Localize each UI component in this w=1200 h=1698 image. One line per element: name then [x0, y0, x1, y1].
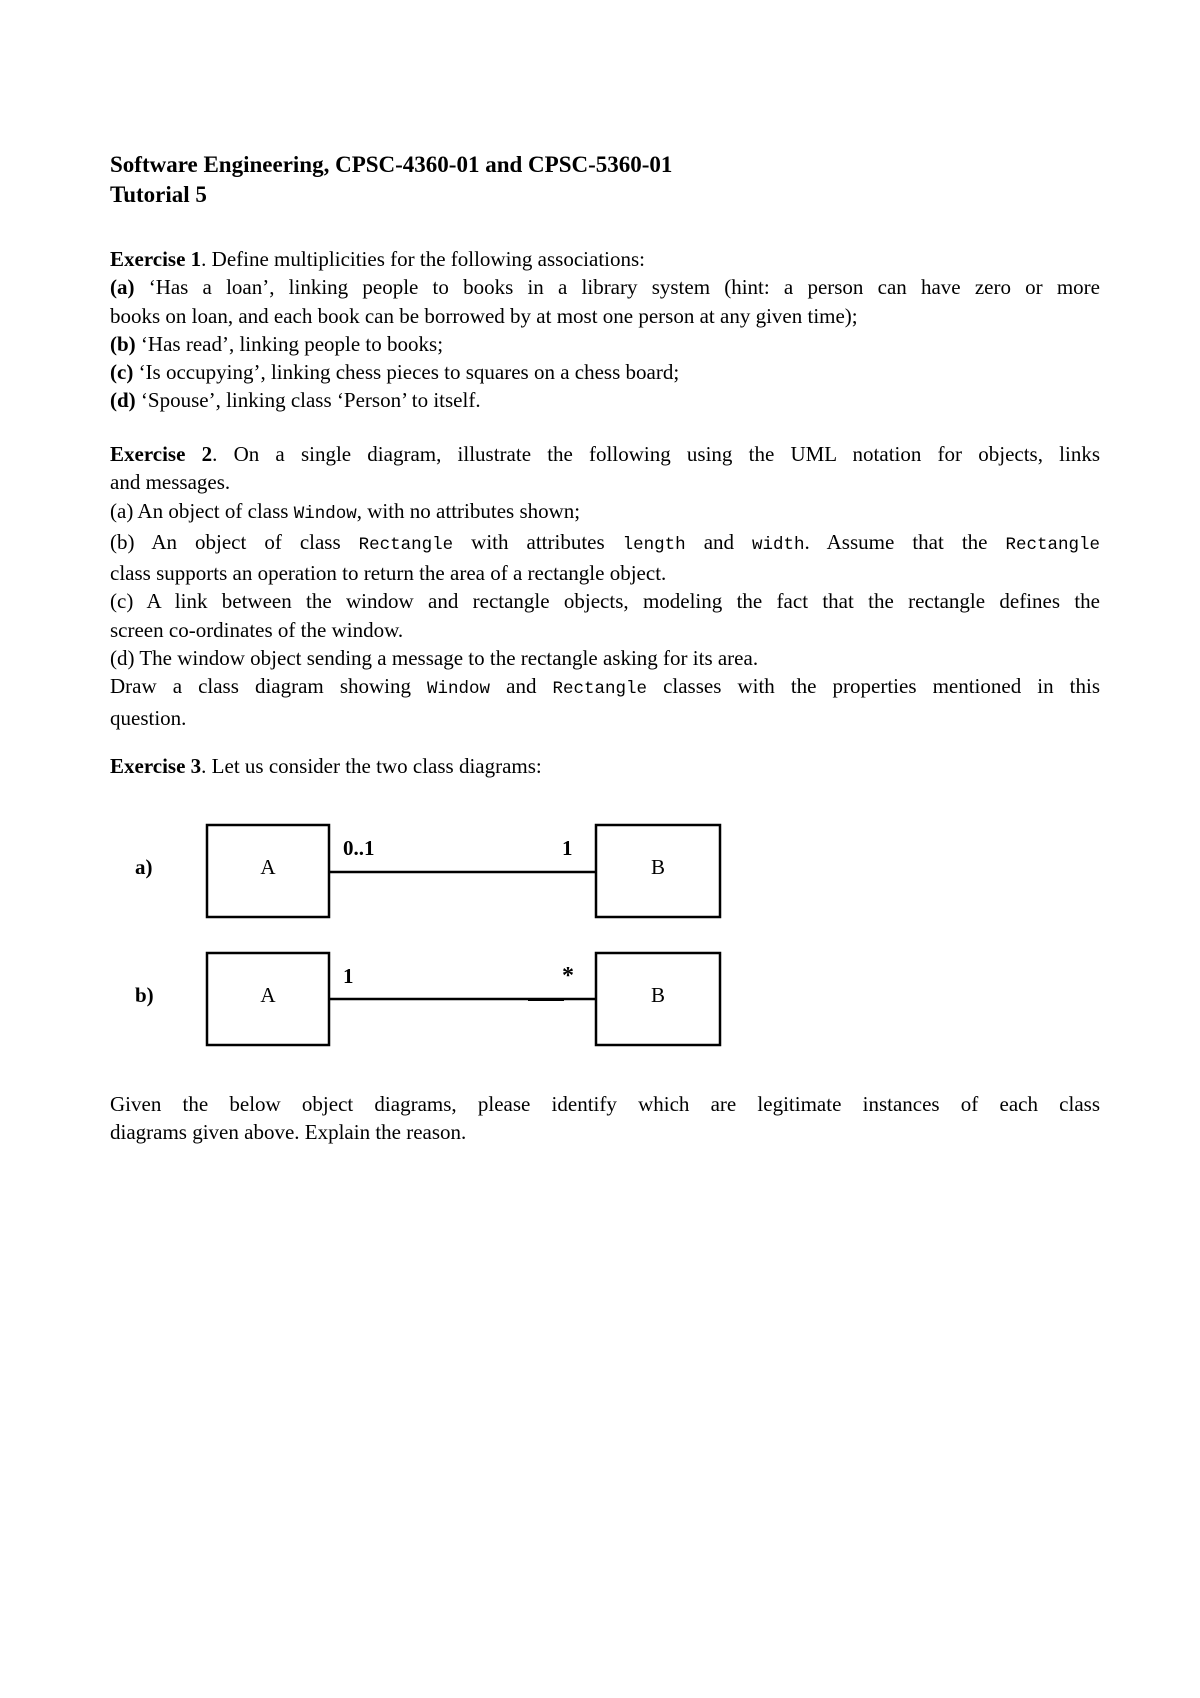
diagram-a-class-b-name: B	[650, 855, 666, 879]
diagram-b-right-multiplicity: *	[562, 963, 574, 989]
class-diagram-a	[135, 825, 720, 917]
diagram-a-right-multiplicity: 1	[562, 836, 573, 860]
document-title: Software Engineering, CPSC-4360-01 and CPSC-5360-01	[110, 152, 673, 177]
exercise-2-final: Draw a class diagram showing Window and Rectangle classes with the properties mentioned in this	[110, 674, 1100, 700]
document-subtitle: Tutorial 5	[110, 182, 207, 207]
diagram-a-label: a)	[135, 855, 153, 879]
exercise-2-item-c-cont: screen co-ordinates of the window.	[110, 617, 404, 642]
diagram-b-label: b)	[135, 983, 154, 1007]
class-diagrams	[110, 0, 1100, 1698]
exercise-1-item-b: (b) ‘Has read’, linking people to books;	[110, 331, 444, 356]
diagram-a-class-a-name: A	[260, 855, 276, 879]
exercise-1-item-c: (c) ‘Is occupying’, linking chess pieces to squares on a chess board;	[110, 360, 680, 385]
exercise-3-closing-line2: diagrams given above. Explain the reason.	[110, 1120, 467, 1145]
exercise-2-item-b-cont: class supports an operation to return the area of a rectangle object.	[110, 561, 667, 586]
exercise-3-label: Exercise 3	[110, 754, 202, 778]
class-diagram-b	[135, 953, 720, 1045]
exercise-2-label: Exercise 2	[110, 442, 213, 466]
exercise-1-intro: Exercise 1. Define multiplicities for the following associations:	[110, 247, 646, 271]
exercise-1-label: Exercise 1	[110, 247, 202, 271]
exercise-3-closing-line1: Given the below object diagrams, please identify which are legitimate instances of each class	[110, 1092, 1100, 1116]
exercise-3-intro: Exercise 3. Let us consider the two class diagrams:	[110, 754, 542, 778]
diagram-b-class-b-name: B	[650, 983, 666, 1007]
diagram-b-class-a-name: A	[260, 983, 276, 1007]
exercise-1-item-d: (d) ‘Spouse’, linking class ‘Person’ to itself.	[110, 388, 481, 413]
exercise-1-item-a-cont: books on loan, and each book can be borrowed by at most one person at any given time);	[110, 303, 858, 328]
exercise-2-intro: Exercise 2. On a single diagram, illustrate the following using the UML notation for objects, links	[110, 442, 1101, 466]
exercise-1-item-a: (a) ‘Has a loan’, linking people to books in a library system (hint: a person can have zero or more	[110, 275, 1100, 300]
exercise-2-item-a: (a) An object of class Window, with no attributes shown;	[110, 498, 581, 524]
diagram-b-left-multiplicity: 1	[343, 964, 354, 988]
exercise-2-item-c: (c) A link between the window and rectangle objects, modeling the fact that the rectangle defines the	[110, 589, 1100, 614]
exercise-2-item-d: (d) The window object sending a message to the rectangle asking for its area.	[110, 646, 759, 671]
exercise-2-final-cont: question.	[110, 705, 187, 730]
diagram-a-left-multiplicity: 0..1	[343, 836, 375, 860]
exercise-2-item-b: (b) An object of class Rectangle with attributes length and width. Assume that the Rectangle	[110, 529, 1100, 555]
exercise-3-closing	[110, 1090, 1100, 1147]
exercise-2-intro-cont: and messages.	[110, 470, 231, 495]
